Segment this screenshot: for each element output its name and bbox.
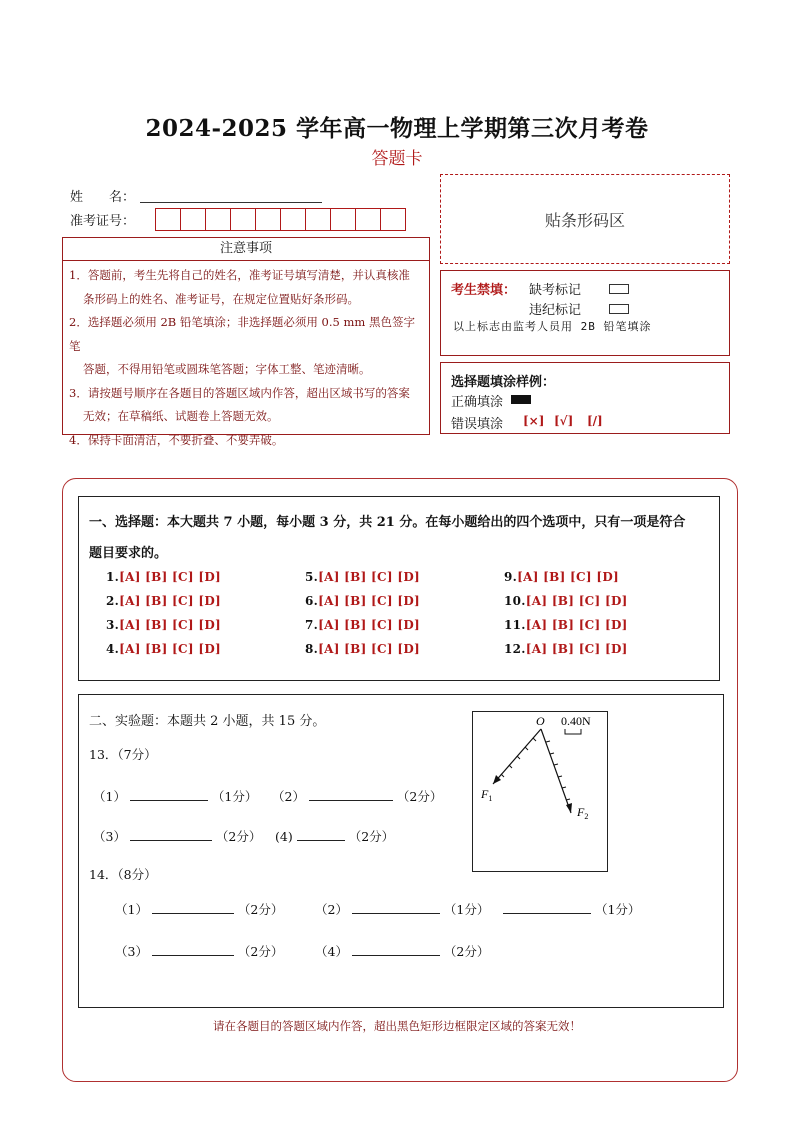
q14-2b-answer-line[interactable]: [503, 901, 591, 914]
mc-number: 2.: [106, 594, 120, 608]
q14-3: [115, 942, 283, 960]
forbid-heading: 考生禁填：: [451, 283, 517, 298]
scale-label: 0.40N: [561, 714, 591, 728]
id-digit-box[interactable]: [155, 208, 181, 231]
notice-item: 1．答题前，考生先将自己的姓名，准考证号填写清楚，并认真核准: [69, 268, 410, 282]
q13-4-label: (4): [275, 829, 293, 844]
absent-label: 缺考标记: [529, 283, 582, 298]
notice-item-cont: 无效；在草稿纸、试题卷上答题无效。: [83, 409, 279, 423]
f1-label: $F_1$: [481, 787, 493, 803]
mc-number: 12.: [504, 642, 526, 656]
footer-warning: 请在各题目的答题区域内作答，超出黑色矩形边框限定区域的答案无效！: [213, 1019, 581, 1033]
wrong-label: 错误填涂: [451, 417, 504, 432]
f2-tick: [562, 787, 566, 788]
mc-options: [A] [B] [C] [D]: [318, 570, 421, 584]
f1-tick: [517, 756, 520, 759]
id-digit-box[interactable]: [180, 208, 206, 231]
id-digit-box[interactable]: [380, 208, 406, 231]
mc-number: 11.: [504, 618, 526, 632]
page-subtitle: 答题卡: [371, 149, 423, 169]
correct-label: 正确填涂: [451, 395, 504, 410]
mc-number: 5.: [305, 570, 319, 584]
q14-2-answer-line[interactable]: [352, 901, 440, 914]
q13-3-score: （2分）: [215, 829, 262, 844]
q14-2: [315, 900, 489, 918]
filled-mark-icon: [511, 395, 531, 404]
mc-number: 8.: [305, 642, 319, 656]
mc-row[interactable]: [504, 570, 619, 584]
id-digit-box[interactable]: [280, 208, 306, 231]
mc-options: [A] [B] [C] [D]: [525, 594, 628, 608]
f2-tick: [558, 776, 562, 777]
id-digit-box[interactable]: [330, 208, 356, 231]
q14-3-label: （3）: [115, 944, 148, 959]
notice-item-cont: 答题，不得用铅笔或圆珠笔答题；字体工整、笔迹清晰。: [83, 362, 371, 376]
q14-4-label: （4）: [315, 944, 348, 959]
section2-heading: 二、实验题：本题共 2 小题，共 15 分。: [89, 714, 326, 729]
mc-options: [A] [B] [C] [D]: [318, 594, 421, 608]
mc-number: 9.: [504, 570, 518, 584]
notice-item: 4．保持卡面清洁，不要折叠、不要弄破。: [69, 432, 284, 447]
mc-row[interactable]: [305, 642, 420, 656]
mc-options: [A] [B] [C] [D]: [119, 570, 222, 584]
mc-row[interactable]: [106, 594, 221, 608]
f1-tick: [525, 747, 528, 750]
q14-3-score: （2分）: [237, 944, 284, 959]
q13-4-answer-line[interactable]: [297, 828, 345, 841]
section1-instructions: 一、选择题：本大题共 7 小题，每小题 3 分，共 21 分。在每小题给出的四个选项中，只有一项是符合: [89, 515, 686, 530]
f1-tick: [533, 738, 536, 741]
q14-4-score: （2分）: [443, 944, 490, 959]
scale-bar: [565, 729, 581, 734]
forbid-note: 以上标志由监考人员用 2B 铅笔填涂: [453, 320, 652, 333]
violation-mark-box[interactable]: [609, 301, 629, 316]
mc-row[interactable]: [504, 642, 628, 656]
f2-tick: [550, 753, 554, 754]
mc-options: [A] [B] [C] [D]: [517, 570, 620, 584]
q13-2-answer-line[interactable]: [309, 788, 393, 801]
q14-2-label: （2）: [315, 902, 348, 917]
f2-vector: [541, 729, 571, 813]
experiment-section: [78, 694, 724, 1008]
force-diagram: [472, 711, 608, 872]
q13-3-answer-line[interactable]: [130, 828, 212, 841]
mc-number: 3.: [106, 618, 120, 632]
notice-item-cont: 条形码上的姓名、准考证号，在规定位置贴好条形码。: [83, 291, 359, 306]
mc-row[interactable]: [106, 642, 221, 656]
q13-3-label: （3）: [93, 829, 126, 844]
f2-arrowhead: [566, 803, 572, 813]
mc-number: 10.: [504, 594, 526, 608]
q13-1-label: （1）: [93, 789, 126, 804]
f1-tick: [501, 774, 504, 777]
fill-sample-box: [440, 362, 730, 434]
mc-options: [A] [B] [C] [D]: [119, 642, 222, 656]
q13-2: [272, 787, 442, 805]
mc-number: 6.: [305, 594, 319, 608]
q14-4: [315, 942, 489, 960]
mc-options: [A] [B] [C] [D]: [119, 618, 222, 632]
name-field[interactable]: [140, 202, 322, 203]
q14-1-answer-line[interactable]: [152, 901, 234, 914]
id-number-boxes[interactable]: [155, 208, 405, 231]
notice-item: 3．请按题号顺序在各题目的答题区域内作答，超出区域书写的答案: [69, 385, 410, 400]
id-digit-box[interactable]: [205, 208, 231, 231]
mc-row[interactable]: [305, 618, 420, 632]
q13-1-score: （1分）: [211, 789, 258, 804]
origin-label: O: [536, 714, 545, 728]
q14-title: 14．（8分）: [89, 867, 157, 882]
mc-row[interactable]: [106, 570, 221, 584]
q13-4: [275, 827, 394, 845]
notice-heading: 注意事项: [62, 237, 430, 261]
q14-1-score: （2分）: [237, 902, 284, 917]
id-digit-box[interactable]: [355, 208, 381, 231]
absent-mark-box[interactable]: [609, 281, 629, 296]
q13-2-score: （2分）: [396, 789, 443, 804]
name-label: 姓 名：: [70, 190, 136, 205]
examiner-only-box: [440, 270, 730, 356]
f2-tick: [554, 764, 558, 765]
q14-2b: [503, 900, 640, 918]
mc-row[interactable]: [504, 594, 628, 608]
mc-row[interactable]: [305, 570, 420, 584]
notice-item: 2．选择题必须用 2B 铅笔填涂；非选择题必须用 0.5 mm 黑色签字笔: [69, 315, 415, 353]
mc-options: [A] [B] [C] [D]: [525, 618, 628, 632]
q14-1: [115, 900, 283, 918]
q14-2b-score: （1分）: [594, 902, 641, 917]
mc-options: [A] [B] [C] [D]: [318, 618, 421, 632]
q13-4-score: （2分）: [348, 829, 395, 844]
f2-tick: [546, 741, 550, 742]
mc-options: [A] [B] [C] [D]: [318, 642, 421, 656]
f1-tick: [509, 765, 512, 768]
section1-instructions-cont: 题目要求的。: [89, 546, 168, 561]
id-digit-box[interactable]: [230, 208, 256, 231]
wrong-mark-2: [√]: [554, 414, 574, 428]
mc-options: [A] [B] [C] [D]: [119, 594, 222, 608]
id-label: 准考证号：: [70, 214, 136, 229]
mc-number: 4.: [106, 642, 120, 656]
mc-options: [A] [B] [C] [D]: [525, 642, 628, 656]
id-digit-box[interactable]: [255, 208, 281, 231]
q14-1-label: （1）: [115, 902, 148, 917]
multiple-choice-section: [78, 496, 720, 681]
q13-1: [93, 787, 257, 805]
id-digit-box[interactable]: [305, 208, 331, 231]
q14-2-score: （1分）: [443, 902, 490, 917]
force-diagram-svg: [473, 712, 606, 870]
q13-title: 13．（7分）: [89, 747, 157, 762]
q13-3: [93, 827, 261, 845]
q13-2-label: （2）: [272, 789, 305, 804]
mc-number: 7.: [305, 618, 319, 632]
mc-row[interactable]: [305, 594, 420, 608]
q13-1-answer-line[interactable]: [130, 788, 208, 801]
page-title: 2024-2025 学年高一物理上学期第三次月考卷: [145, 115, 649, 142]
barcode-area: [440, 174, 730, 264]
notice-list: [62, 261, 430, 447]
wrong-mark-1: [×]: [523, 414, 545, 428]
f2-label: $F_2$: [577, 805, 589, 821]
sample-heading: 选择题填涂样例：: [451, 375, 556, 390]
violation-label: 违纪标记: [529, 303, 582, 318]
mc-row[interactable]: [504, 618, 628, 632]
wrong-mark-3: [/]: [587, 414, 603, 428]
mc-number: 1.: [106, 570, 120, 584]
mc-row[interactable]: [106, 618, 221, 632]
q14-4-answer-line[interactable]: [352, 943, 440, 956]
q14-3-answer-line[interactable]: [152, 943, 234, 956]
barcode-label: 贴条形码区: [544, 210, 625, 230]
